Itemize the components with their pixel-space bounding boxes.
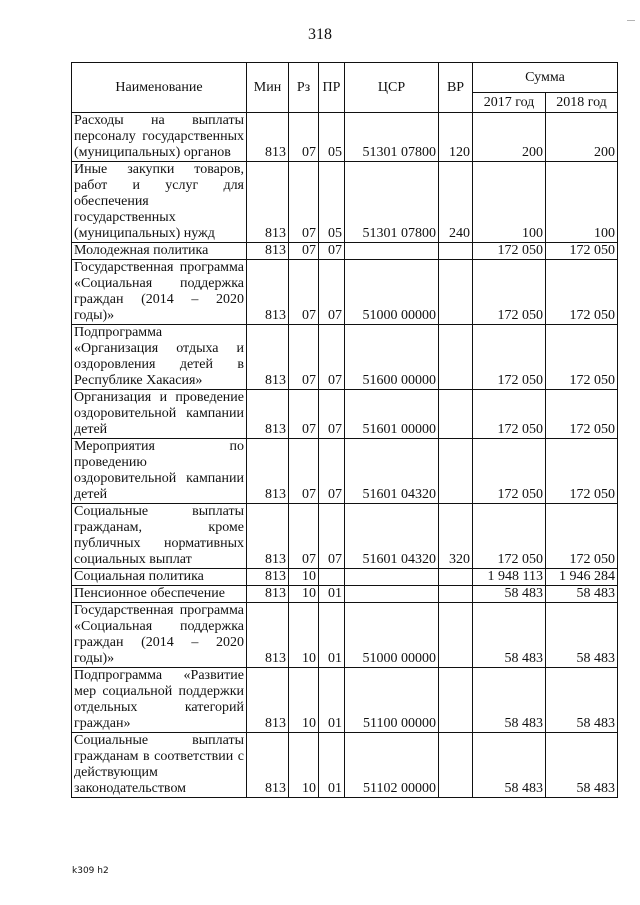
- row-rz: 07: [289, 260, 319, 325]
- header-sum: Сумма: [473, 63, 618, 93]
- row-name: Государственная программа «Социальная поддержка граждан (2014 – 2020 годы)»: [72, 260, 247, 325]
- row-pr: 07: [319, 325, 345, 390]
- row-name: Расходы на выплаты персоналу государственных (муниципальных) органов: [72, 113, 247, 162]
- row-rz: 10: [289, 603, 319, 668]
- row-csr: 51601 04320: [345, 504, 439, 569]
- table-row: [72, 733, 618, 798]
- row-min: 813: [247, 668, 289, 733]
- table-row: [72, 569, 618, 586]
- row-pr: 01: [319, 733, 345, 798]
- row-vr: [439, 668, 473, 733]
- row-vr: 120: [439, 113, 473, 162]
- row-csr: [345, 569, 439, 586]
- row-min: 813: [247, 260, 289, 325]
- row-csr: 51301 07800: [345, 162, 439, 243]
- table-row: [72, 325, 618, 390]
- row-csr: 51100 00000: [345, 668, 439, 733]
- row-min: 813: [247, 569, 289, 586]
- header-pr: ПР: [319, 63, 345, 113]
- row-pr: 07: [319, 390, 345, 439]
- row-sum-2017: 172 050: [473, 504, 546, 569]
- row-csr: 51601 04320: [345, 439, 439, 504]
- row-pr: [319, 569, 345, 586]
- row-pr: 07: [319, 504, 345, 569]
- row-name: Социальные выплаты гражданам в соответствии с действующим законодательством: [72, 733, 247, 798]
- row-name: Подпрограмма «Организация отдыха и оздоровления детей в Республике Хакасия»: [72, 325, 247, 390]
- table-row: [72, 162, 618, 243]
- footer-code: k309 h2: [72, 866, 109, 876]
- row-csr: 51600 00000: [345, 325, 439, 390]
- row-pr: 07: [319, 243, 345, 260]
- table-row: [72, 113, 618, 162]
- table-row: [72, 390, 618, 439]
- table-row: [72, 260, 618, 325]
- row-name: Мероприятия по проведению оздоровительной кампании детей: [72, 439, 247, 504]
- row-vr: [439, 325, 473, 390]
- row-sum-2017: 58 483: [473, 733, 546, 798]
- row-vr: [439, 603, 473, 668]
- header-vr: ВР: [439, 63, 473, 113]
- row-rz: 07: [289, 504, 319, 569]
- row-pr: 07: [319, 260, 345, 325]
- row-sum-2018: 172 050: [546, 439, 618, 504]
- header-name: Наименование: [72, 63, 247, 113]
- table-row: [72, 243, 618, 260]
- row-name: Социальная политика: [72, 569, 247, 586]
- row-csr: 51102 00000: [345, 733, 439, 798]
- row-sum-2017: 200: [473, 113, 546, 162]
- row-sum-2018: 172 050: [546, 260, 618, 325]
- row-sum-2018: 58 483: [546, 603, 618, 668]
- row-sum-2018: 58 483: [546, 586, 618, 603]
- row-name: Иные закупки товаров, работ и услуг для обеспечения государственных (муниципальных) нужд: [72, 162, 247, 243]
- row-vr: [439, 439, 473, 504]
- row-sum-2017: 58 483: [473, 586, 546, 603]
- row-vr: [439, 390, 473, 439]
- row-csr: [345, 243, 439, 260]
- row-sum-2018: 58 483: [546, 733, 618, 798]
- row-name: Организация и проведение оздоровительной кампании детей: [72, 390, 247, 439]
- row-sum-2017: 58 483: [473, 603, 546, 668]
- row-pr: 01: [319, 603, 345, 668]
- table-row: [72, 586, 618, 603]
- row-sum-2018: 100: [546, 162, 618, 243]
- row-name: Подпрограмма «Развитие мер социальной поддержки отдельных категорий граждан»: [72, 668, 247, 733]
- row-sum-2017: 100: [473, 162, 546, 243]
- row-vr: [439, 569, 473, 586]
- row-pr: 05: [319, 113, 345, 162]
- row-rz: 07: [289, 243, 319, 260]
- row-min: 813: [247, 243, 289, 260]
- row-min: 813: [247, 439, 289, 504]
- row-vr: [439, 733, 473, 798]
- row-sum-2018: 200: [546, 113, 618, 162]
- row-pr: 05: [319, 162, 345, 243]
- row-csr: [345, 586, 439, 603]
- row-rz: 10: [289, 586, 319, 603]
- row-sum-2017: 1 948 113: [473, 569, 546, 586]
- row-pr: 01: [319, 668, 345, 733]
- row-sum-2018: 172 050: [546, 504, 618, 569]
- row-vr: [439, 243, 473, 260]
- header-csr: ЦСР: [345, 63, 439, 113]
- row-vr: 240: [439, 162, 473, 243]
- row-min: 813: [247, 504, 289, 569]
- row-sum-2018: 172 050: [546, 325, 618, 390]
- table-row: [72, 668, 618, 733]
- row-csr: 51601 00000: [345, 390, 439, 439]
- row-min: 813: [247, 162, 289, 243]
- row-name: Социальные выплаты гражданам, кроме публичных нормативных социальных выплат: [72, 504, 247, 569]
- row-sum-2017: 172 050: [473, 390, 546, 439]
- row-rz: 10: [289, 668, 319, 733]
- row-min: 813: [247, 586, 289, 603]
- row-rz: 10: [289, 733, 319, 798]
- row-rz: 07: [289, 439, 319, 504]
- row-rz: 07: [289, 162, 319, 243]
- header-rz: Рз: [289, 63, 319, 113]
- row-sum-2018: 172 050: [546, 390, 618, 439]
- row-sum-2017: 172 050: [473, 243, 546, 260]
- row-csr: 51000 00000: [345, 260, 439, 325]
- row-pr: 01: [319, 586, 345, 603]
- row-pr: 07: [319, 439, 345, 504]
- row-name: Молодежная политика: [72, 243, 247, 260]
- table-row: [72, 603, 618, 668]
- row-min: 813: [247, 733, 289, 798]
- row-min: 813: [247, 390, 289, 439]
- row-min: 813: [247, 325, 289, 390]
- row-rz: 07: [289, 113, 319, 162]
- row-name: Государственная программа «Социальная поддержка граждан (2014 – 2020 годы)»: [72, 603, 247, 668]
- table-row: [72, 504, 618, 569]
- table-header: [72, 63, 618, 113]
- page-number: 318: [308, 26, 332, 43]
- header-year-2018: 2018 год: [546, 93, 618, 113]
- row-sum-2018: 1 946 284: [546, 569, 618, 586]
- row-sum-2018: 172 050: [546, 243, 618, 260]
- header-year-2017: 2017 год: [473, 93, 546, 113]
- row-sum-2018: 58 483: [546, 668, 618, 733]
- row-name: Пенсионное обеспечение: [72, 586, 247, 603]
- row-rz: 10: [289, 569, 319, 586]
- row-csr: 51000 00000: [345, 603, 439, 668]
- table-body: [72, 113, 618, 798]
- header-min: Мин: [247, 63, 289, 113]
- row-sum-2017: 58 483: [473, 668, 546, 733]
- row-vr: 320: [439, 504, 473, 569]
- row-csr: 51301 07800: [345, 113, 439, 162]
- table-row: [72, 439, 618, 504]
- row-min: 813: [247, 603, 289, 668]
- row-sum-2017: 172 050: [473, 439, 546, 504]
- budget-table: [71, 62, 618, 798]
- row-min: 813: [247, 113, 289, 162]
- row-rz: 07: [289, 390, 319, 439]
- row-vr: [439, 260, 473, 325]
- row-rz: 07: [289, 325, 319, 390]
- row-sum-2017: 172 050: [473, 260, 546, 325]
- row-vr: [439, 586, 473, 603]
- row-sum-2017: 172 050: [473, 325, 546, 390]
- edge-mark: |: [627, 20, 636, 22]
